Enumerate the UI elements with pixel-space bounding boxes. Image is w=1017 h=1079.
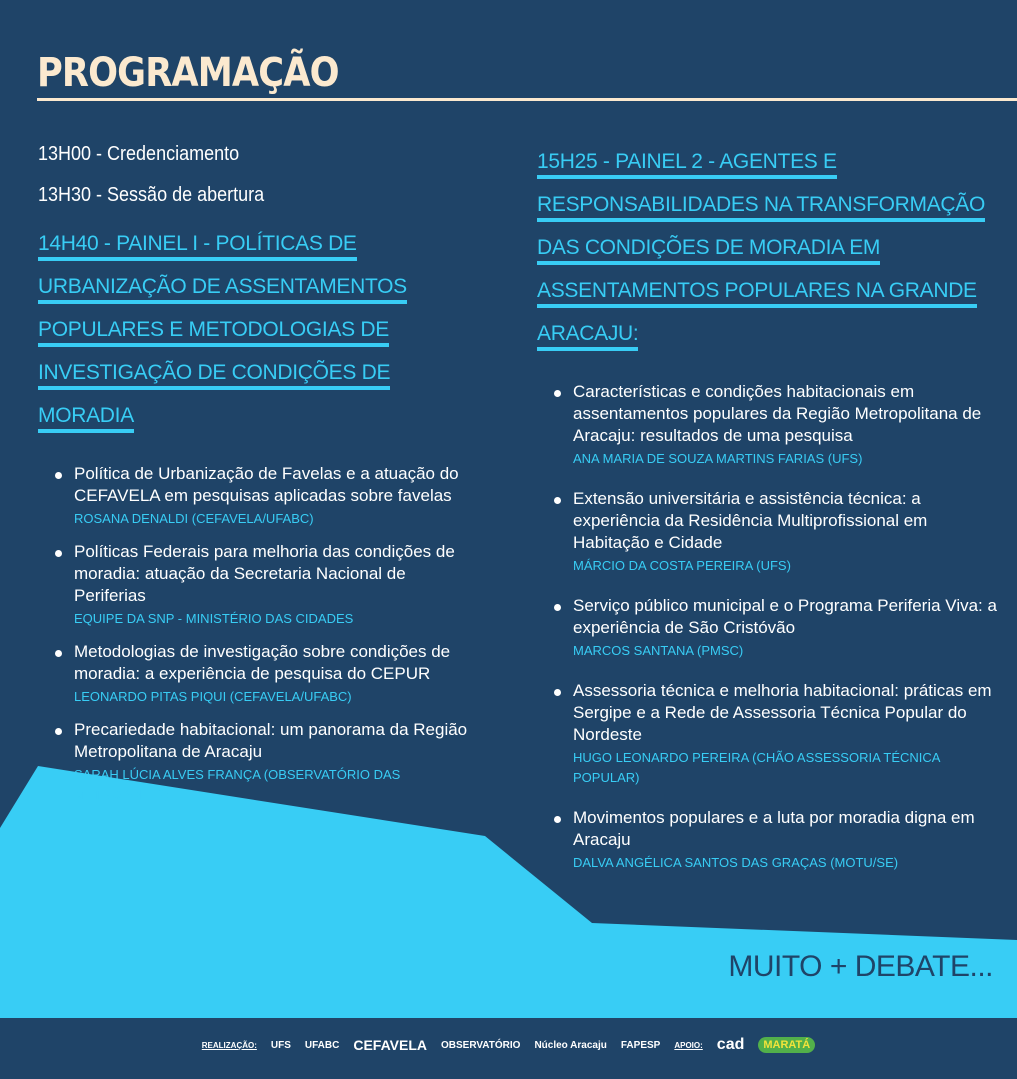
right-column	[537, 140, 1007, 892]
list-item	[537, 595, 1007, 661]
talk-title: Extensão universitária e assistência técnica: a experiência da Residência Multiprofissional em Habitação e Cidade	[573, 489, 928, 552]
list-item	[38, 719, 468, 805]
panel-1-title	[38, 222, 468, 437]
talk-title: Metodologias de investigação sobre condições de moradia: a experiência de pesquisa do CEPUR	[74, 642, 451, 683]
cefavela-logo: CEFAVELA	[353, 1037, 427, 1053]
talk-speaker: DALVA ANGÉLICA SANTOS DAS GRAÇAS (MOTU/SE)	[573, 855, 899, 870]
observatorio-logo: OBSERVATÓRIO	[440, 1039, 521, 1051]
panel-1-talks	[38, 463, 468, 805]
title-underline	[37, 98, 1017, 101]
talk-speaker: ANA MARIA DE SOUZA MARTINS FARIAS (UFS)	[573, 451, 863, 466]
talk-title: Características e condições habitacionais em assentamentos populares da Região Metropolitana de Aracaju: resultados de uma pesquisa	[573, 382, 982, 445]
talk-speaker: LEONARDO PITAS PIQUI (CEFAVELA/UFABC)	[74, 689, 352, 704]
talk-title: Assessoria técnica e melhoria habitacional: práticas em Sergipe e a Rede de Assessoria Técnica Popular do Nordeste	[573, 681, 992, 744]
bullet-icon	[554, 604, 561, 611]
talk-speaker: MARCOS SANTANA (PMSC)	[573, 643, 744, 658]
tagline: MUITO + DEBATE...	[728, 950, 993, 983]
realizacao-label: REALIZAÇÃO:	[201, 1040, 257, 1050]
talk-speaker: HUGO LEONARDO PEREIRA (CHÃO ASSESSORIA TÉCNICA POPULAR)	[573, 750, 940, 785]
ufs-logo: UFS	[270, 1039, 291, 1051]
bullet-icon	[554, 497, 561, 504]
panel-2-title-text: 15H25 - PAINEL 2 - AGENTES E RESPONSABILIDADES NA TRANSFORMAÇÃO DAS CONDIÇÕES DE MORADIA EM ASSENTAMENTOS POPULARES NA GRANDE ARACAJU:	[537, 150, 985, 351]
panel-2-title	[537, 140, 1007, 355]
bullet-icon	[554, 816, 561, 823]
apoio-label: APOIO:	[674, 1040, 703, 1050]
list-item	[38, 463, 468, 529]
footer	[0, 1018, 1017, 1079]
page-title: PROGRAMAÇÃO	[37, 50, 339, 96]
talk-speaker: ROSANA DENALDI (CEFAVELA/UFABC)	[74, 511, 314, 526]
nucleo-aracaju-logo: Núcleo Aracaju	[534, 1039, 607, 1051]
talk-title: Serviço público municipal e o Programa Periferia Viva: a experiência de São Cristóvão	[573, 596, 997, 637]
list-item	[537, 807, 1007, 873]
bullet-icon	[55, 650, 62, 657]
talk-title: Política de Urbanização de Favelas e a atuação do CEFAVELA em pesquisas aplicadas sobre favelas	[74, 464, 459, 505]
talk-speaker: MÁRCIO DA COSTA PEREIRA (UFS)	[573, 558, 791, 573]
list-item	[537, 488, 1007, 576]
panel-1-title-text: 14H40 - PAINEL I - POLÍTICAS DE URBANIZAÇÃO DE ASSENTAMENTOS POPULARES E METODOLOGIAS DE INVESTIGAÇÃO DE CONDIÇÕES DE MORADIA	[38, 232, 407, 433]
talk-title: Movimentos populares e a luta por moradia digna em Aracaju	[573, 808, 975, 849]
ufabc-logo: UFABC	[304, 1039, 340, 1051]
cad-logo: cad	[716, 1036, 745, 1053]
talk-speaker: EQUIPE DA SNP - MINISTÉRIO DAS CIDADES	[74, 611, 354, 626]
talk-speaker: SARAH LÚCIA ALVES FRANÇA (OBSERVATÓRIO DAS METRÓPOLES)	[74, 767, 401, 802]
list-item	[38, 541, 468, 629]
fapesp-logo: FAPESP	[620, 1039, 661, 1051]
bullet-icon	[55, 728, 62, 735]
bullet-icon	[554, 390, 561, 397]
list-item	[38, 641, 468, 707]
marata-logo: MARATÁ	[758, 1037, 815, 1053]
schedule-item-credenciamento: 13H00 - Credenciamento	[38, 143, 240, 165]
talk-title: Precariedade habitacional: um panorama da Região Metropolitana de Aracaju	[74, 720, 468, 761]
schedule-item-abertura: 13H30 - Sessão de abertura	[38, 184, 265, 206]
bullet-icon	[55, 550, 62, 557]
talk-title: Políticas Federais para melhoria das condições de moradia: atuação da Secretaria Nacional de Periferias	[74, 542, 455, 605]
left-column	[38, 140, 468, 817]
logo-strip	[0, 1036, 1017, 1054]
list-item	[537, 381, 1007, 469]
bullet-icon	[554, 689, 561, 696]
bullet-icon	[55, 472, 62, 479]
panel-2-talks	[537, 381, 1007, 873]
list-item	[537, 680, 1007, 788]
